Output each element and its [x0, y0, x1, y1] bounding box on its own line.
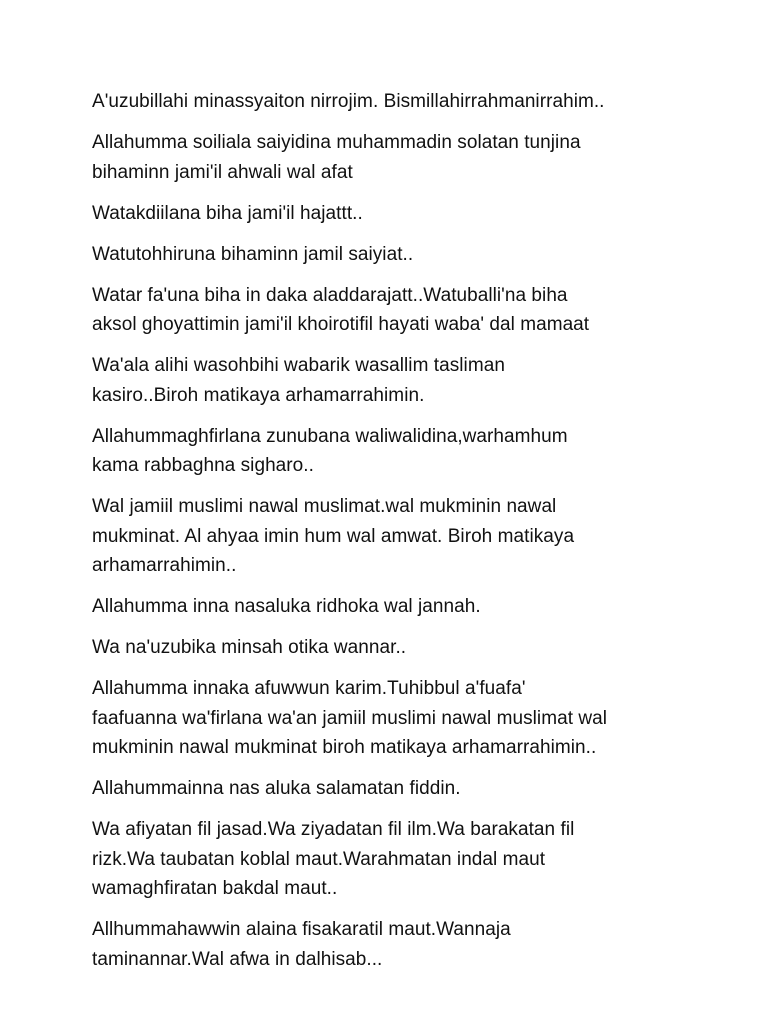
paragraph	[92, 281, 698, 340]
text-line: bihaminn jami'il ahwali wal afat	[92, 161, 353, 183]
text-line: rizk.Wa taubatan koblal maut.Warahmatan indal maut	[92, 848, 546, 870]
text-line: Allahumma innaka afuwwun karim.Tuhibbul a'fuafa'	[92, 678, 526, 699]
text-line: kama rabbaghna sigharo..	[92, 455, 314, 476]
paragraph	[92, 87, 698, 117]
paragraph	[92, 633, 698, 663]
text-line: wamaghfiratan bakdal maut..	[92, 878, 338, 899]
text-line: Wa'ala alihi wasohbihi wabarik wasallim tasliman	[92, 355, 505, 376]
paragraph	[92, 674, 698, 763]
paragraph	[92, 492, 698, 581]
text-line: Allahummaghfirlana zunubana waliwalidina,warhamhum	[92, 425, 568, 447]
text-line: Wal jamiil muslimi nawal muslimat.wal mukminin nawal	[92, 496, 557, 517]
text-line: mukminat. Al ahyaa imin hum wal amwat. Biroh matikaya	[92, 525, 575, 547]
text-line: arhamarrahimin..	[92, 555, 237, 576]
text-line: kasiro..Biroh matikaya arhamarrahimin.	[92, 384, 425, 406]
text-line: Wa na'uzubika minsah otika wannar..	[92, 637, 407, 658]
text-line: Allahumma inna nasaluka ridhoka wal jannah.	[92, 596, 481, 617]
text-line: Allahummainna nas aluka salamatan fiddin.	[92, 778, 461, 799]
text-line: A'uzubillahi minassyaiton nirrojim. Bismillahirrahmanirrahim..	[92, 91, 605, 112]
paragraph	[92, 351, 698, 410]
paragraph	[92, 422, 698, 481]
text-line: Watakdiilana biha jami'il hajattt..	[92, 202, 363, 224]
text-line: taminannar.Wal afwa in dalhisab...	[92, 948, 383, 970]
paragraph	[92, 774, 698, 804]
text-line: Wa afiyatan fil jasad.Wa ziyadatan fil ilm.Wa barakatan fil	[92, 819, 575, 840]
text-line: Watutohhiruna bihaminn jamil saiyiat..	[92, 243, 414, 265]
paragraph	[92, 199, 698, 229]
text-line: Allahumma soiliala saiyidina muhammadin solatan tunjina	[92, 132, 581, 153]
text-line: Allhummahawwin alaina fisakaratil maut.Wannaja	[92, 919, 511, 940]
paragraph	[92, 815, 698, 904]
text-line: aksol ghoyattimin jami'il khoirotifil hayati waba' dal mamaat	[92, 314, 590, 335]
text-line: mukminin nawal mukminat biroh matikaya arhamarrahimin..	[92, 737, 597, 758]
paragraph	[92, 128, 698, 187]
paragraph	[92, 240, 698, 270]
text-line: faafuanna wa'firlana wa'an jamiil muslimi nawal muslimat wal	[92, 707, 608, 729]
text-line: Watar fa'una biha in daka aladdarajatt..Watuballi'na biha	[92, 284, 568, 306]
paragraph	[92, 915, 698, 974]
paragraph	[92, 592, 698, 622]
